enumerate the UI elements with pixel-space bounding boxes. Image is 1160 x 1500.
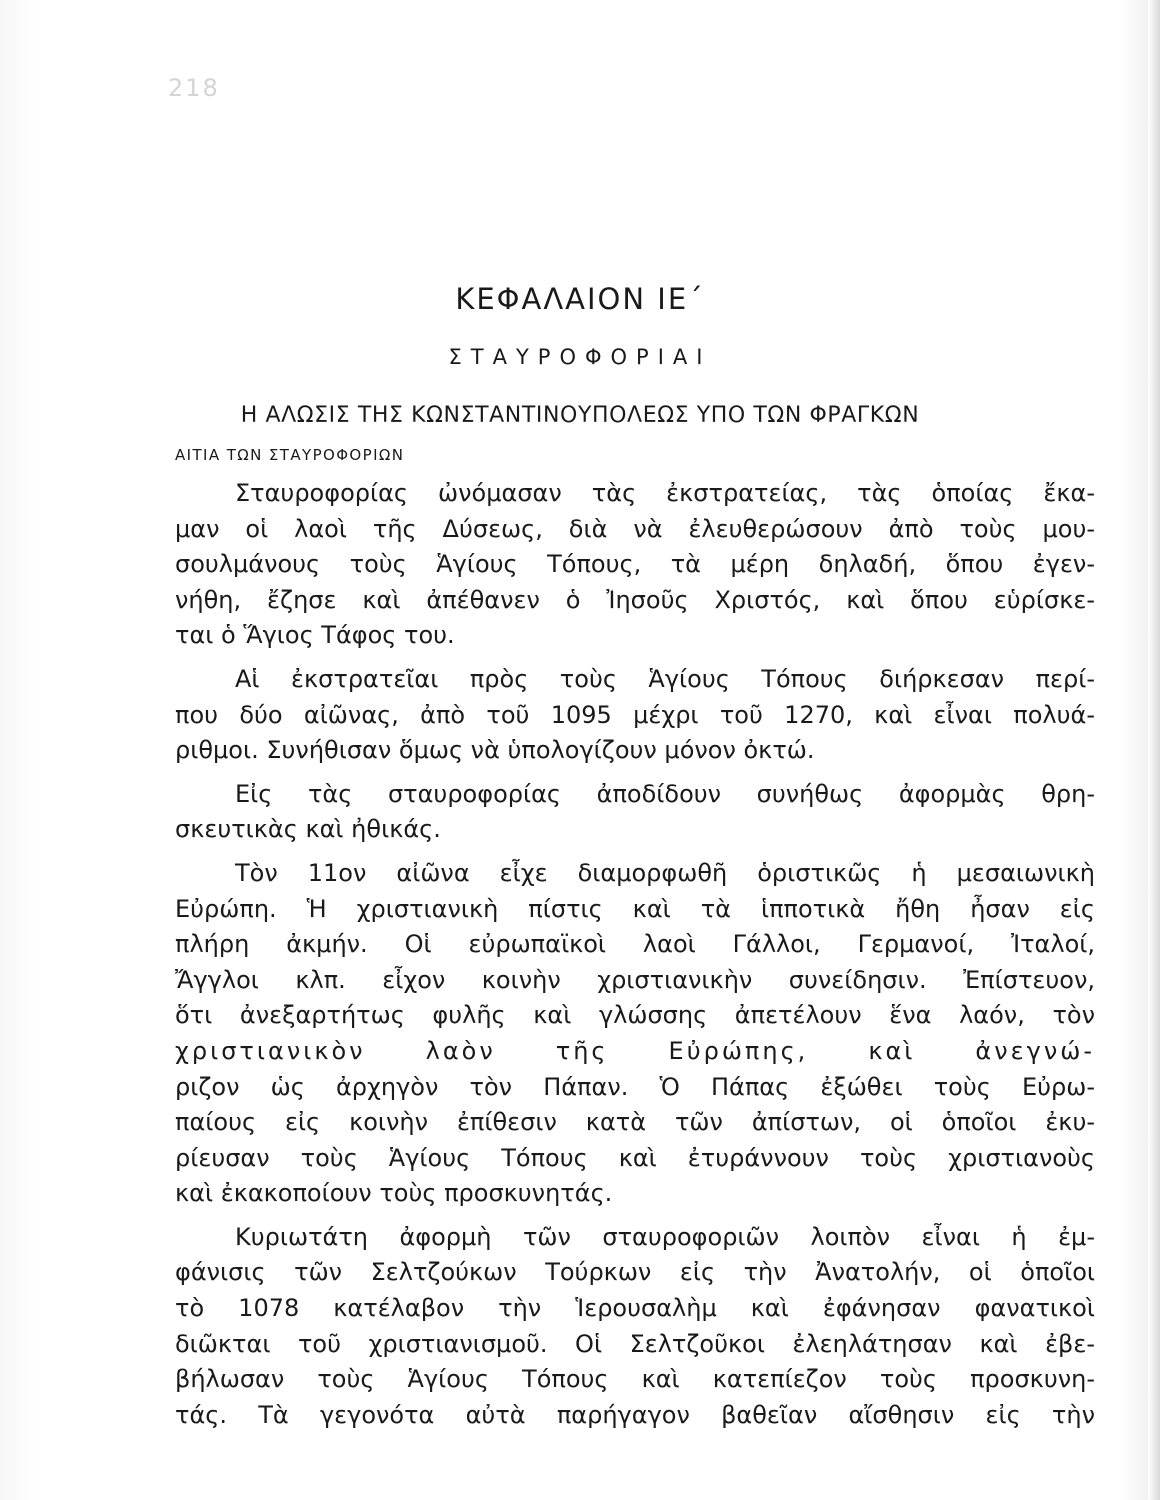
- text-line: Εὐρώπη. Ἡ χριστιανικὴ πίστις καὶ τὰ ἱπποτικὰ ἤθη ἦσαν εἰς: [175, 894, 1095, 923]
- text-line: πλήρη ἀκμήν. Οἱ εὐρωπαϊκοὶ λαοὶ Γάλλοι, Γερμανοί, Ἰταλοί,: [175, 930, 1095, 959]
- chapter-title: ΚΕΦΑΛΑΙΟΝ ΙΕ΄: [455, 282, 705, 316]
- subtitle: Η ΑΛΩΣΙΣ ΤΗΣ ΚΩΝΣΤΑΝΤΙΝΟΥΠΟΛΕΩΣ ΥΠΟ ΤΩΝ ΦΡΑΓΚΩΝ: [240, 403, 920, 428]
- text-line: σουλμάνους τοὺς Ἁγίους Τόπους, τὰ μέρη δηλαδή, ὅπου ἐγεν-: [175, 550, 1095, 579]
- text-line: ὅτι ἀνεξαρτήτως φυλῆς καὶ γλώσσης ἀπετέλουν ἕνα λαόν, τὸν: [175, 1001, 1095, 1030]
- text-line: τάς. Τὰ γεγονότα αὐτὰ παρήγαγον βαθεῖαν αἴσθησιν εἰς τὴν: [175, 1400, 1095, 1429]
- text-line: Αἱ ἐκστρατεῖαι πρὸς τοὺς Ἁγίους Τόπους διήρκεσαν περί-: [235, 664, 1095, 693]
- paragraph: [175, 856, 1095, 1212]
- text-line: ται ὁ Ἅγιος Τάφος του.: [175, 621, 455, 650]
- page-edge-shadow: [1148, 0, 1160, 1500]
- text-line: παίους εἰς κοινὴν ἐπίθεσιν κατὰ τῶν ἀπίστων, οἱ ὁποῖοι ἐκυ-: [175, 1108, 1095, 1137]
- text-line: Ἄγγλοι κλπ. εἶχον κοινὴν χριστιανικὴν συνείδησιν. Ἐπίστευον,: [175, 965, 1095, 994]
- paragraph: [175, 476, 1095, 654]
- text-line: που δύο αἰῶνας, ἀπὸ τοῦ 1095 μέχρι τοῦ 1270, καὶ εἶναι πολυά-: [175, 700, 1095, 729]
- text-line: νήθη, ἔζησε καὶ ἀπέθανεν ὁ Ἰησοῦς Χριστός, καὶ ὅπου εὑρίσκε-: [175, 585, 1095, 614]
- text-line: τὸ 1078 κατέλαβον τὴν Ἱερουσαλὴμ καὶ ἐφάνησαν φανατικοὶ: [175, 1294, 1095, 1323]
- text-line: καὶ ἐκακοποίουν τοὺς προσκυνητάς.: [175, 1179, 613, 1208]
- text-line: διῶκται τοῦ χριστιανισμοῦ. Οἱ Σελτζοῦκοι ἐλεηλάτησαν καὶ ἐβε-: [175, 1329, 1095, 1358]
- section-heading: ΑΙΤΙΑ ΤΩΝ ΣΤΑΥΡΟΦΟΡΙΩΝ: [175, 446, 405, 464]
- text-line: Κυριωτάτη ἀφορμὴ τῶν σταυροφοριῶν λοιπὸν εἶναι ἡ ἐμ-: [235, 1222, 1095, 1251]
- text-line: Τὸν 11ον αἰῶνα εἶχε διαμορφωθῆ ὁριστικῶς ἡ μεσαιωνικὴ: [235, 858, 1095, 887]
- paragraph: [175, 777, 1095, 848]
- text-line: ριζον ὡς ἀρχηγὸν τὸν Πάπαν. Ὁ Πάπας ἐξώθει τοὺς Εὐρω-: [175, 1072, 1095, 1101]
- text-line: ριθμοι. Συνήθισαν ὅμως νὰ ὑπολογίζουν μόνον ὀκτώ.: [175, 736, 815, 765]
- text-line: Εἰς τὰς σταυροφορίας ἀποδίδουν συνήθως ἀφορμὰς θρη-: [235, 779, 1095, 808]
- text-line: ρίευσαν τοὺς Ἁγίους Τόπους καὶ ἐτυράννουν τοὺς χριστιανοὺς: [175, 1143, 1095, 1172]
- text-line: σκευτικὰς καὶ ἠθικάς.: [175, 815, 441, 844]
- text-line: μαν οἱ λαοὶ τῆς Δύσεως, διὰ νὰ ἐλευθερώσουν ἀπὸ τοὺς μου-: [175, 514, 1095, 543]
- paragraph: [175, 1220, 1095, 1434]
- subject-title: ΣΤΑΥΡΟΦΟΡΙΑΙ: [448, 345, 712, 369]
- text-line: βήλωσαν τοὺς Ἁγίους Τόπους καὶ κατεπίεζον τοὺς προσκυνη-: [175, 1365, 1095, 1394]
- text-line: χριστιανικὸν λαὸν τῆς Εὐρώπης, καὶ ἀνεγνώ-: [175, 1036, 1095, 1065]
- text-line: φάνισις τῶν Σελτζούκων Τούρκων εἰς τὴν Ἀνατολήν, οἱ ὁποῖοι: [175, 1258, 1095, 1287]
- body-text: [175, 476, 1095, 1441]
- text-line: Σταυροφορίας ὠνόμασαν τὰς ἐκστρατείας, τὰς ὁποίας ἔκα-: [235, 479, 1095, 507]
- paragraph: [175, 662, 1095, 769]
- page-number: 218: [168, 74, 220, 102]
